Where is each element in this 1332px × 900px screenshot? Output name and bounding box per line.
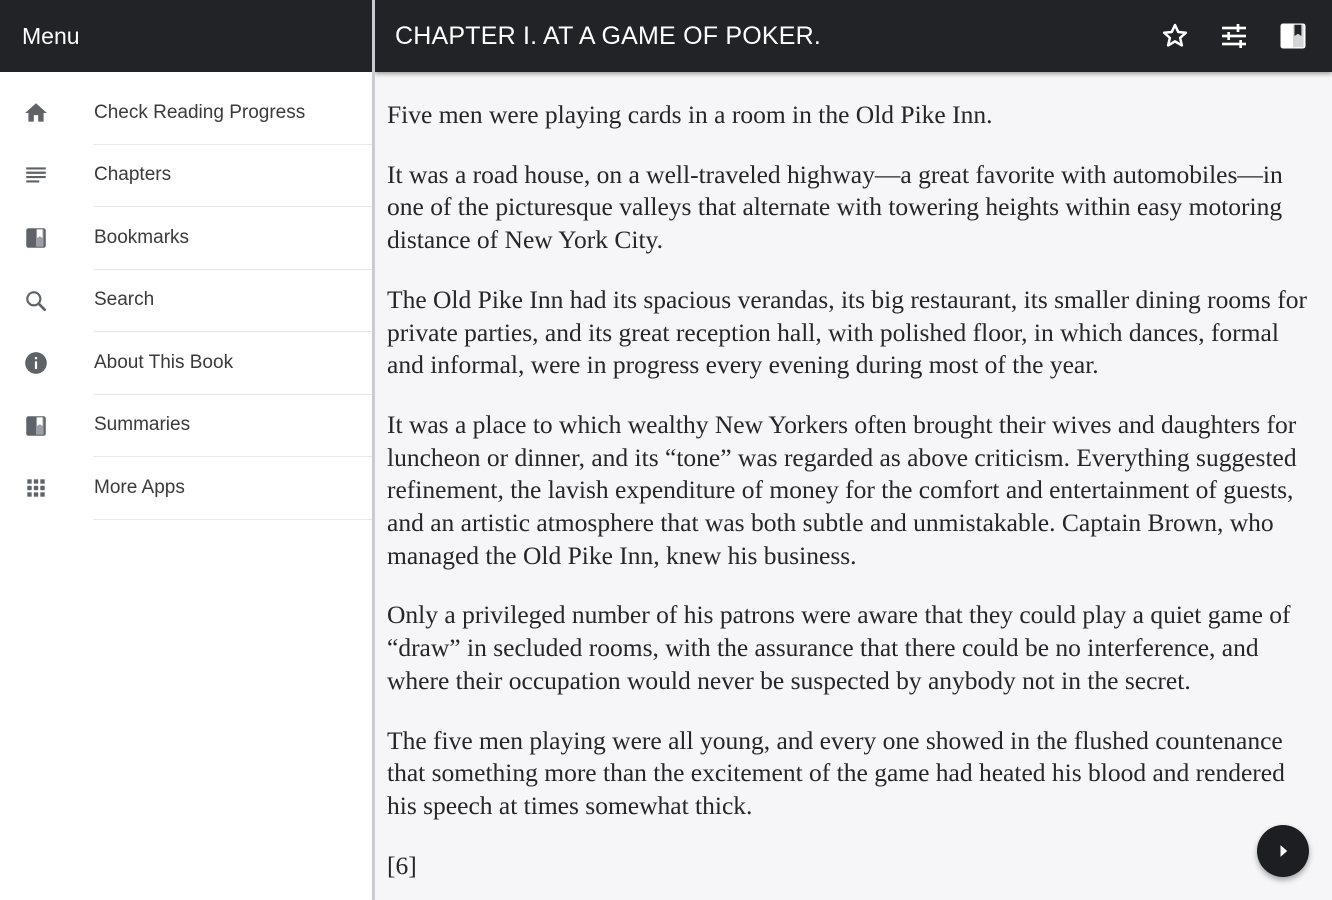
apps-grid-icon: [22, 474, 50, 502]
menu-item-label: Check Reading Progress: [94, 82, 372, 145]
menu-item-label: More Apps: [94, 457, 372, 520]
menu-item-label: Chapters: [94, 145, 372, 208]
menu-item-label: About This Book: [94, 332, 372, 395]
drawer-title: Menu: [0, 0, 372, 72]
paragraph: It was a place to which wealthy New Yorkers often brought their wives and daughters for luncheon or dinner, and its “tone” was regarded as above criticism. Everything suggested refinement, the lavish expenditure of money for the comfort and entertainment of guests, and an artistic atmosphere that was both subtle and unmistakable. Captain Brown, who managed the Old Pike Inn, knew his business.: [387, 409, 1297, 570]
menu-item-label: Bookmarks: [94, 207, 372, 270]
paragraph: The Old Pike Inn had its spacious verandas, its big restaurant, its smaller dining rooms for private parties, and its great reception hall, with polished floor, in which dances, formal and informal, were in progress every evening during most of the year.: [387, 284, 1307, 380]
next-page-button[interactable]: [1257, 825, 1309, 877]
paragraph: The five men playing were all young, and every one showed in the flushed countenance that something more than the excitement of the game had heated his blood and rendered his speech at times somewhat thick.: [387, 725, 1285, 820]
paragraph: It was a road house, on a well-traveled highway—a great favorite with automobiles—in one of the picturesque valleys that alternate with towering heights within easy motoring distance of New York City.: [387, 159, 1283, 255]
star-icon: [1160, 21, 1190, 51]
page-number-marker: [6]: [387, 850, 417, 880]
search-icon: [22, 287, 50, 315]
top-app-bar: [375, 0, 1332, 72]
menu-item-label: Summaries: [94, 395, 372, 458]
bookmark-star-button[interactable]: [1155, 16, 1195, 56]
book-icon: [1278, 21, 1308, 51]
paragraph: Only a privileged number of his patrons were aware that they could play a quiet game of “draw” in secluded rooms, with the assurance that there could be no interference, and where their occupation would never be suspected by anybody not in the secret.: [387, 600, 1291, 695]
reading-pane[interactable]: [375, 72, 1332, 900]
drawer-divider: [372, 0, 375, 900]
paragraph: Five men were playing cards in a room in the Old Pike Inn.: [387, 100, 993, 129]
tune-icon: [1218, 20, 1250, 52]
chapter-text: [375, 72, 1332, 882]
menu-item-label: Search: [94, 270, 372, 333]
home-icon: [22, 99, 50, 127]
navigation-drawer: [0, 0, 372, 900]
info-icon: [22, 349, 50, 377]
reading-settings-button[interactable]: [1214, 16, 1254, 56]
book-icon: [22, 412, 50, 440]
menu-item-check-reading-progress[interactable]: [0, 82, 372, 145]
menu-item-bookmarks[interactable]: [0, 207, 372, 270]
book-icon: [22, 224, 50, 252]
menu-item-summaries[interactable]: [0, 395, 372, 458]
drawer-menu-list: [0, 72, 372, 520]
menu-item-about-this-book[interactable]: [0, 332, 372, 395]
chevron-right-icon: [1273, 841, 1293, 861]
menu-item-more-apps[interactable]: [0, 457, 372, 520]
bookmarks-button[interactable]: [1273, 16, 1313, 56]
list-icon: [22, 162, 50, 190]
chapter-title: CHAPTER I. AT A GAME OF POKER.: [395, 21, 822, 50]
menu-item-chapters[interactable]: [0, 145, 372, 208]
menu-item-search[interactable]: [0, 270, 372, 333]
